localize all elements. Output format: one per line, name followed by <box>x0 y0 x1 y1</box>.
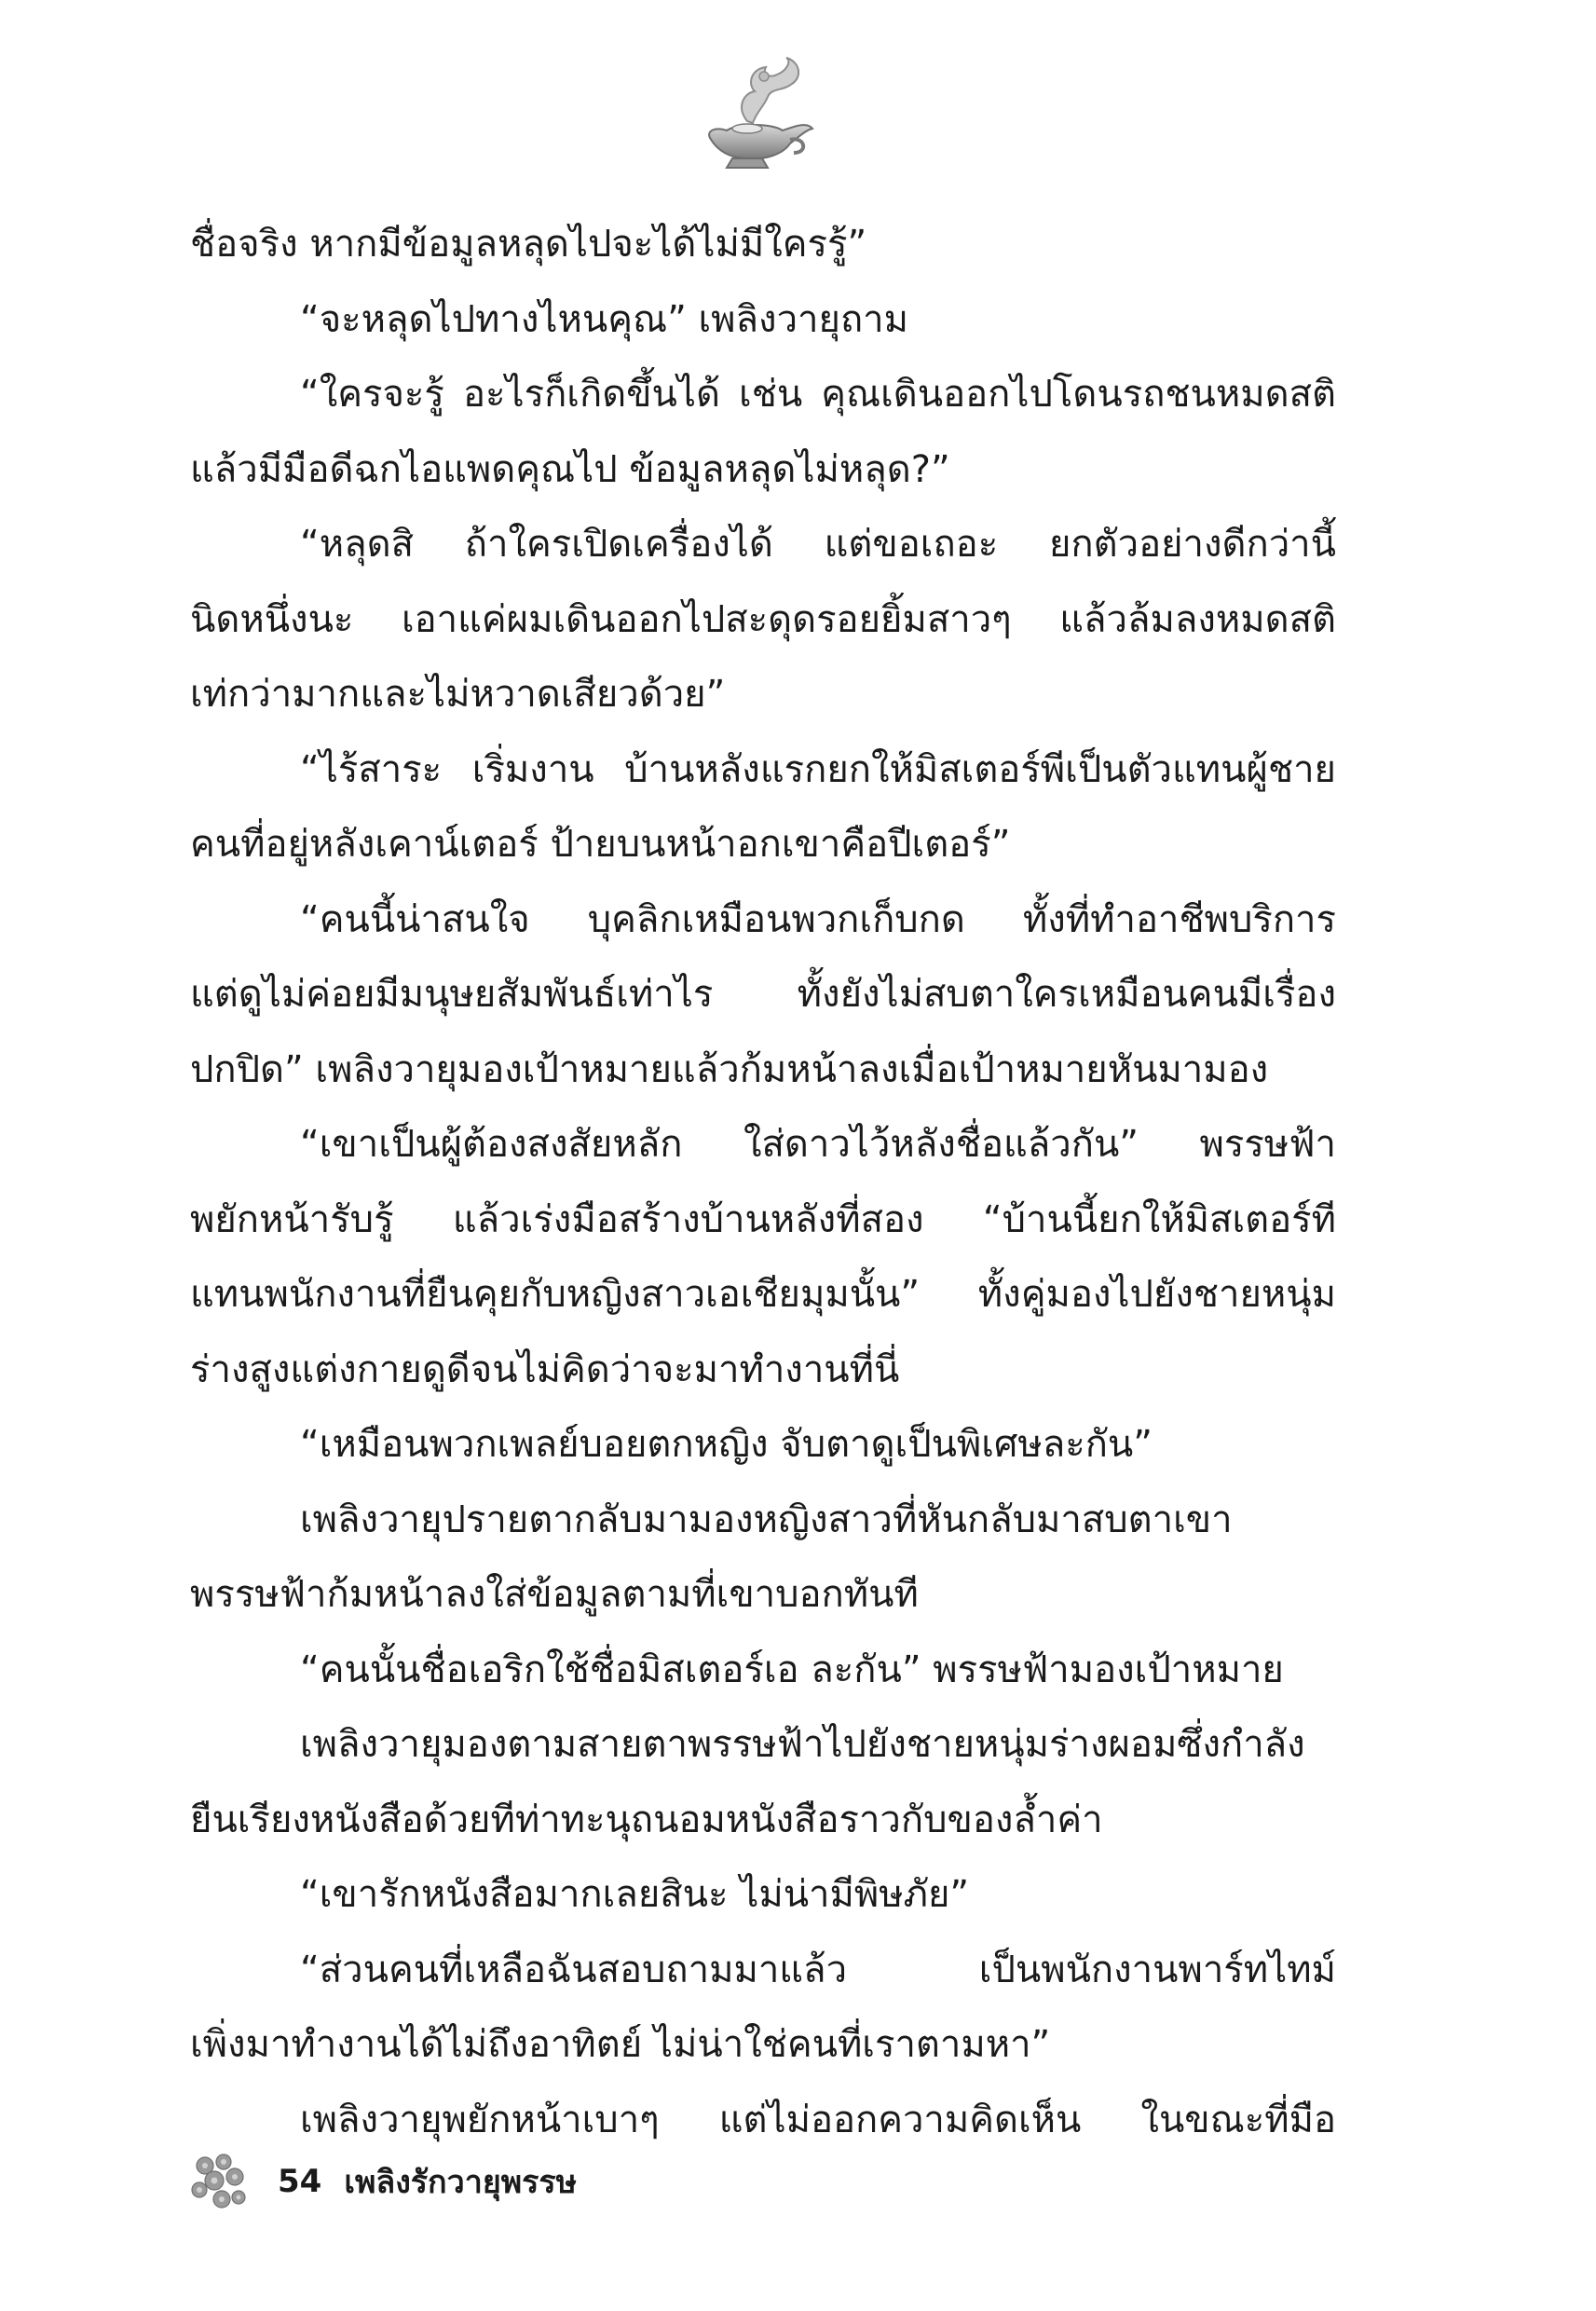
text-line: “เขาเป็นผู้ต้องสงสัยหลัก ใส่ดาวไว้หลังชื่อแล้วกัน” พรรษฟ้า <box>300 1123 1336 1166</box>
magic-lamp-ornament-icon <box>689 56 820 172</box>
page-footer <box>186 2149 577 2214</box>
text-line: แล้วมีมือดีฉกไอแพดคุณไป ข้อมูลหลุดไม่หลุด?” <box>190 447 950 491</box>
text-line: เพลิงวายุพยักหน้าเบาๆ แต่ไม่ออกความคิดเห็น ในขณะที่มือ <box>300 2098 1336 2141</box>
text-line: เพลิงวายุมองตามสายตาพรรษฟ้าไปยังชายหนุ่มร่างผอมซึ่งกำลัง <box>300 1723 1305 1766</box>
text-line: ชื่อจริง หากมีข้อมูลหลุดไปจะได้ไม่มีใครรู้” <box>190 223 867 266</box>
text-line: พยักหน้ารับรู้ แล้วเร่งมือสร้างบ้านหลังที่สอง “บ้านนี้ยกให้มิสเตอร์ที <box>190 1197 1336 1241</box>
text-line: “หลุดสิ ถ้าใครเปิดเครื่องได้ แต่ขอเถอะ ยกตัวอย่างดีกว่านี้ <box>300 523 1336 566</box>
text-line: เท่กว่ามากและไม่หวาดเสียวด้วย” <box>190 673 726 716</box>
body-text <box>190 207 1336 2157</box>
text-line: “เหมือนพวกเพลย์บอยตกหญิง จับตาดูเป็นพิเศษละกัน” <box>300 1423 1153 1466</box>
text-line: เพิ่งมาทำงานได้ไม่ถึงอาทิตย์ ไม่น่าใช่คนที่เราตามหา” <box>190 2023 1051 2066</box>
text-line: “จะหลุดไปทางไหนคุณ” เพลิงวายุถาม <box>300 297 908 341</box>
text-line: “คนนี้น่าสนใจ บุคลิกเหมือนพวกเก็บกด ทั้งที่ทำอาชีพบริการ <box>300 897 1336 941</box>
text-line: “เขารักหนังสือมากเลยสินะ ไม่น่ามีพิษภัย” <box>300 1873 970 1916</box>
text-line: “ไร้สาระ เริ่มงาน บ้านหลังแรกยกให้มิสเตอร์พีเป็นตัวแทนผู้ชาย <box>300 747 1336 791</box>
page-number: 54 <box>278 2163 322 2200</box>
text-line: ปกปิด” เพลิงวายุมองเป้าหมายแล้วก้มหน้าลงเมื่อเป้าหมายหันมามอง <box>190 1047 1269 1091</box>
text-line: แทนพนักงานที่ยืนคุยกับหญิงสาวเอเชียมุมนั้น” ทั้งคู่มองไปยังชายหนุ่ม <box>190 1273 1336 1316</box>
text-line: ร่างสูงแต่งกายดูดีจนไม่คิดว่าจะมาทำงานที่นี่ <box>190 1347 900 1391</box>
text-line: “ส่วนคนที่เหลือฉันสอบถามมาแล้ว เป็นพนักงานพาร์ทไทม์ <box>300 1948 1336 1991</box>
text-line: เพลิงวายุปรายตากลับมามองหญิงสาวที่หันกลับมาสบตาเขา <box>300 1497 1233 1541</box>
text-line: แต่ดูไม่ค่อยมีมนุษยสัมพันธ์เท่าไร ทั้งยังไม่สบตาใครเหมือนคนมีเรื่อง <box>190 973 1336 1016</box>
text-line: พรรษฟ้าก้มหน้าลงใส่ข้อมูลตามที่เขาบอกทันที <box>190 1573 919 1616</box>
text-line: นิดหนึ่งนะ เอาแค่ผมเดินออกไปสะดุดรอยยิ้มสาวๆ แล้วล้มลงหมดสติ <box>190 597 1336 641</box>
book-title: เพลิงรักวายุพรรษ <box>344 2164 578 2201</box>
text-line: ยืนเรียงหนังสือด้วยทีท่าทะนุถนอมหนังสือราวกับของล้ำค่า <box>190 1798 1103 1841</box>
text-line: คนที่อยู่หลังเคาน์เตอร์ ป้ายบนหน้าอกเขาคือปีเตอร์” <box>190 823 1011 866</box>
text-line: “คนนั้นชื่อเอริกใช้ชื่อมิสเตอร์เอ ละกัน” พรรษฟ้ามองเป้าหมาย <box>300 1648 1284 1691</box>
flower-cluster-icon <box>186 2149 252 2214</box>
text-line: “ใครจะรู้ อะไรก็เกิดขึ้นได้ เช่น คุณเดินออกไปโดนรถชนหมดสติ <box>300 373 1336 416</box>
